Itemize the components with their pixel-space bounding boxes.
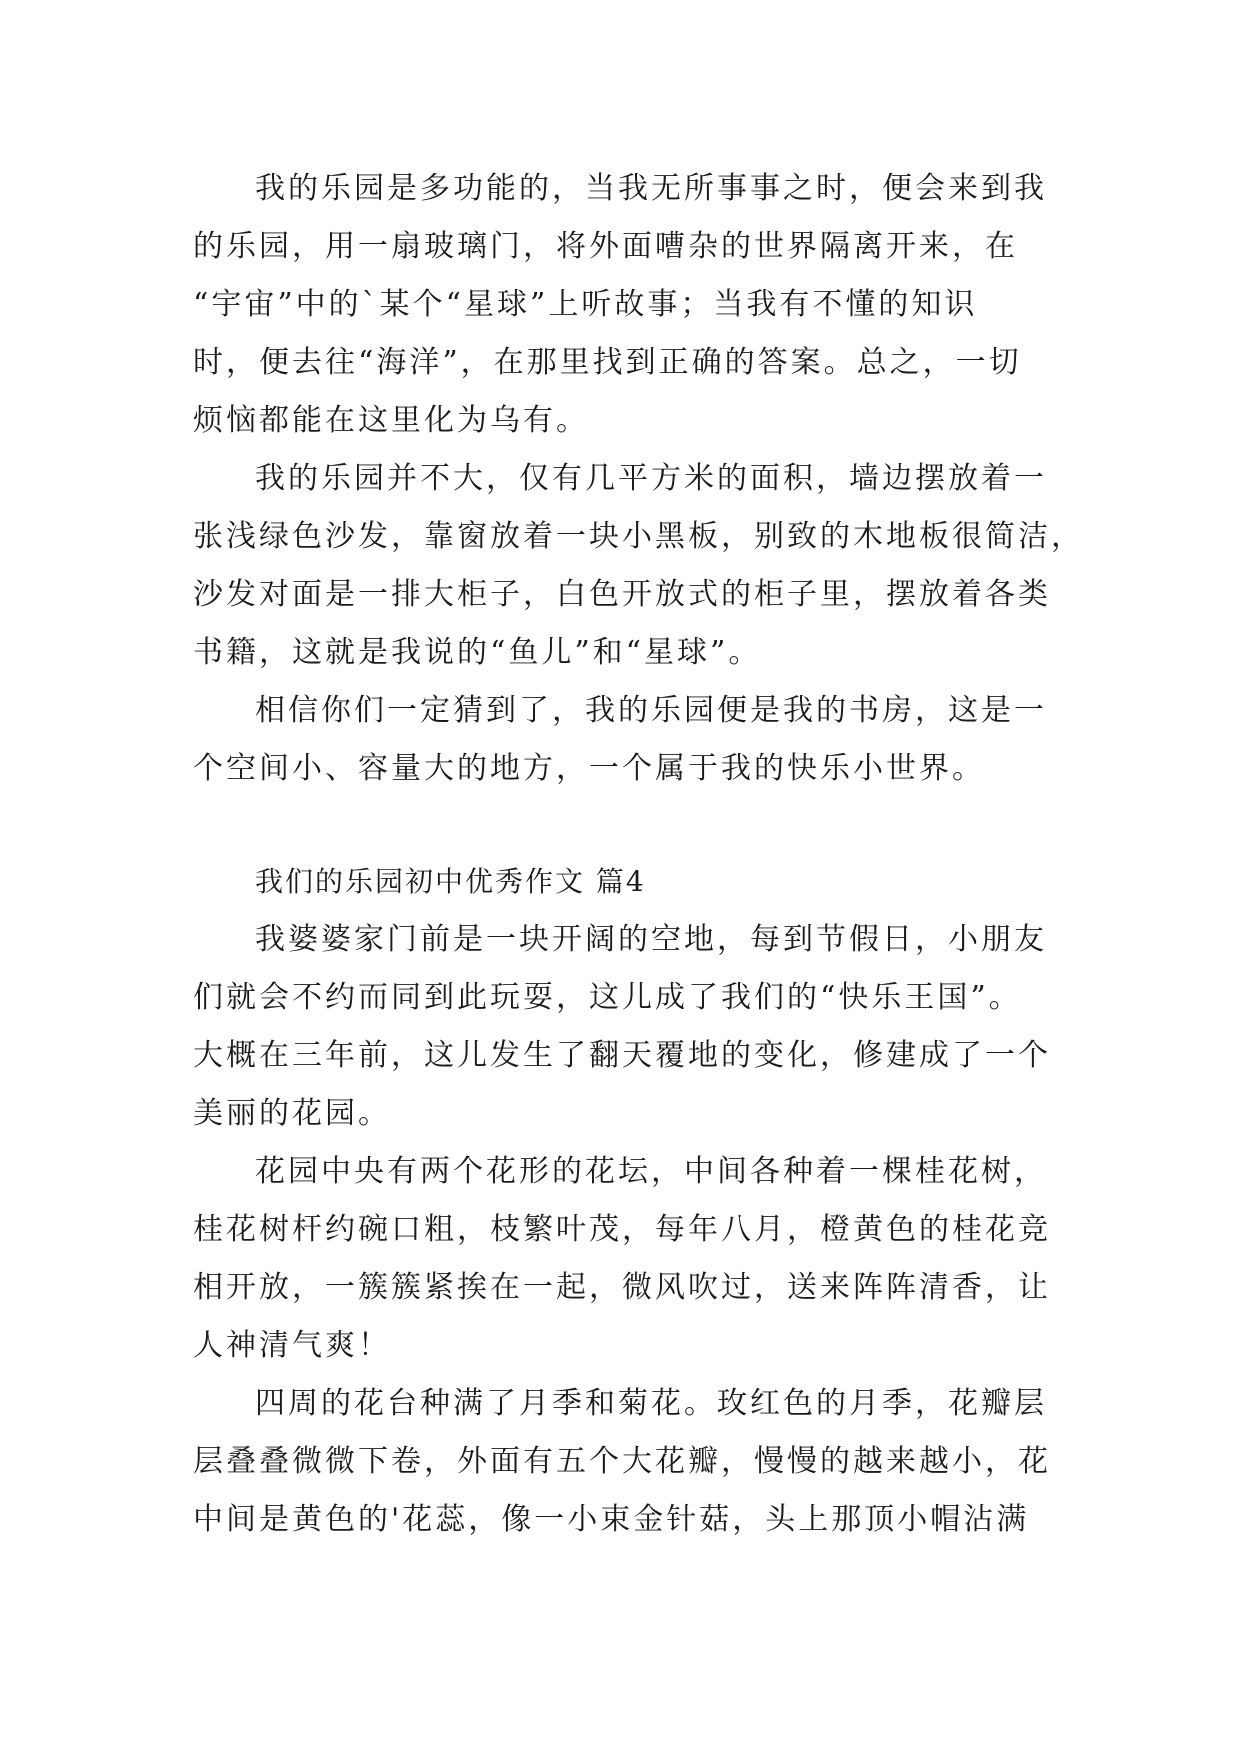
text-line: 烦恼都能在这里化为乌有。: [193, 403, 589, 438]
text-line: 美丽的花园。: [193, 1096, 391, 1131]
text-line: 相开放，一簇簇紧挨在一起，微风吹过，送来阵阵清香，让: [193, 1270, 1051, 1305]
text-line: 我婆婆家门前是一块开阔的空地，每到节假日，小朋友: [255, 922, 1047, 957]
text-line: 时，便去往“海洋”，在那里找到正确的答案。总之，一切: [193, 345, 1022, 380]
paragraph: [193, 450, 1084, 682]
text-line: 中间是黄色的'花蕊，像一小束金针菇，头上那顶小帽沾满: [193, 1502, 1030, 1537]
text-line: 们就会不约而同到此玩耍，这儿成了我们的“快乐王国”。: [193, 980, 1022, 1015]
paragraph: [193, 911, 1058, 1143]
text-line: 我的乐园是多功能的，当我无所事事之时，便会来到我: [255, 171, 1047, 206]
paragraph: [193, 1375, 1058, 1549]
paragraph: [193, 160, 1058, 450]
text-line: 的乐园，用一扇玻璃门，将外面嘈杂的世界隔离开来，在: [193, 229, 1018, 264]
paragraph: [193, 682, 1058, 798]
text-line: 相信你们一定猜到了，我的乐园便是我的书房，这是一: [255, 693, 1047, 728]
document-body: [193, 160, 1084, 1549]
text-line: 沙发对面是一排大柜子，白色开放式的柜子里，摆放着各类: [193, 577, 1051, 612]
text-line: 桂花树杆约碗口粗，枝繁叶茂，每年八月，橙黄色的桂花竞: [193, 1212, 1051, 1247]
paragraph: [193, 1143, 1058, 1375]
section-heading: 我们的乐园初中优秀作文 篇4: [255, 865, 646, 898]
text-line: 花园中央有两个花形的花坛，中间各种着一棵桂花树，: [255, 1154, 1047, 1189]
section-gap: [193, 798, 1058, 853]
text-line: 大概在三年前，这儿发生了翻天覆地的变化，修建成了一个: [193, 1038, 1051, 1073]
text-line: 个空间小、容量大的地方，一个属于我的快乐小世界。: [193, 751, 985, 786]
text-line: 层叠叠微微下卷，外面有五个大花瓣，慢慢的越来越小，花: [193, 1444, 1051, 1479]
text-line: 张浅绿色沙发，靠窗放着一块小黑板，别致的木地板很简洁，: [193, 519, 1084, 554]
text-line: “宇宙”中的`某个“星球”上听故事；当我有不懂的知识: [193, 287, 978, 322]
text-line: 书籍，这就是我说的“鱼儿”和“星球”。: [193, 635, 762, 670]
text-line: 我的乐园并不大，仅有几平方米的面积，墙边摆放着一: [255, 461, 1047, 496]
text-line: 人神清气爽！: [193, 1328, 391, 1363]
text-line: 四周的花台种满了月季和菊花。玫红色的月季，花瓣层: [255, 1386, 1047, 1421]
